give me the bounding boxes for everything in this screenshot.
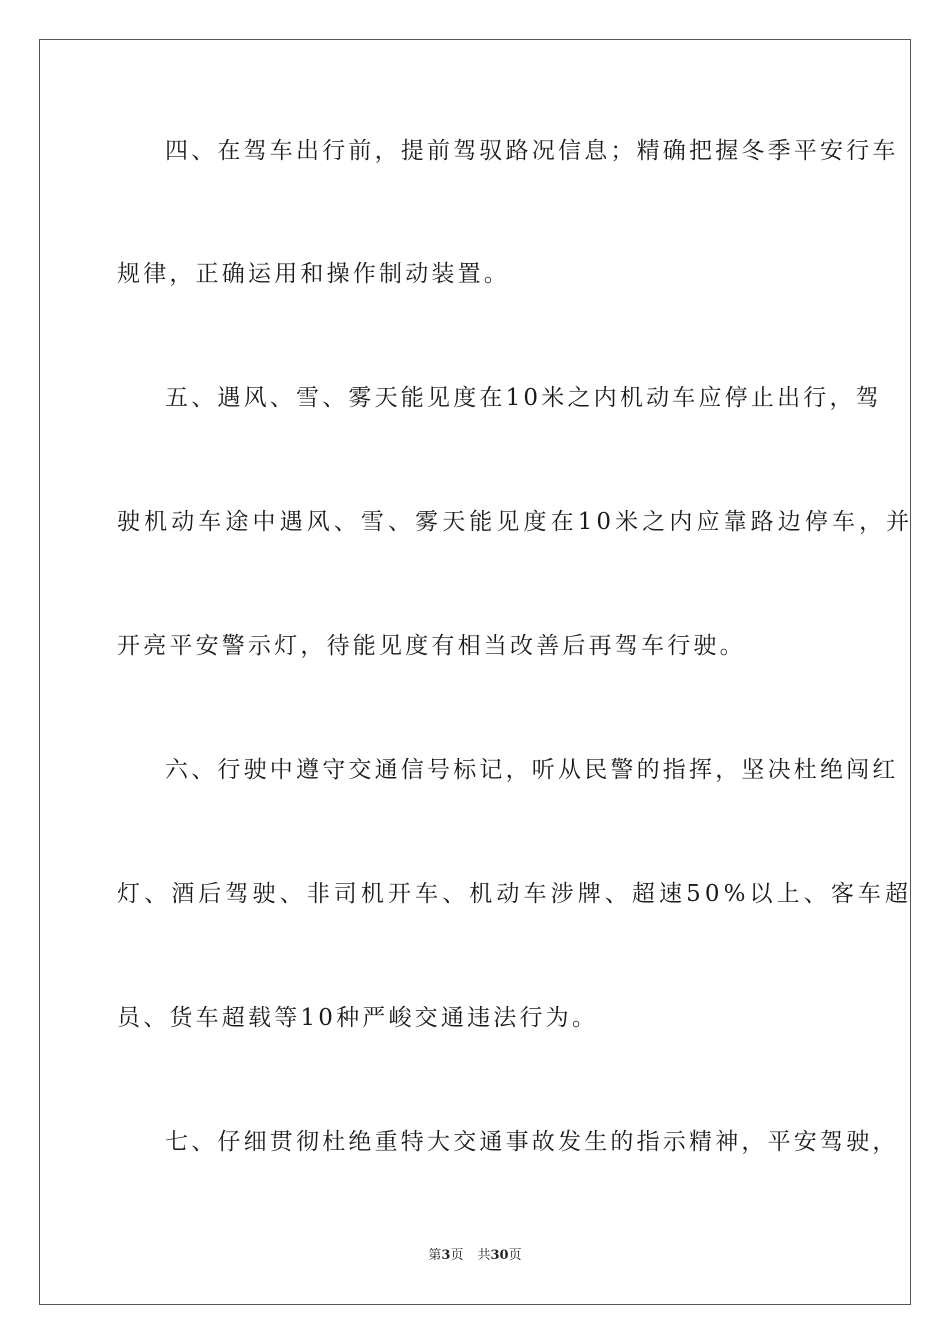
paragraph-5-line-2: 驶机动车途中遇风、雪、雾天能见度在10米之内应靠路边停车，并	[117, 509, 914, 535]
footer-page-prefix: 第	[428, 1248, 442, 1263]
footer-total-suffix: 页	[508, 1248, 522, 1263]
paragraph-7-line-1: 七、仔细贯彻杜绝重特大交通事故发生的指示精神，平安驾驶，	[165, 1129, 899, 1155]
paragraph-5-line-3: 开亮平安警示灯，待能见度有相当改善后再驾车行驶。	[117, 633, 746, 659]
footer-page-suffix: 页	[450, 1248, 464, 1263]
paragraph-4-line-2: 规律，正确运用和操作制动装置。	[117, 261, 510, 287]
paragraph-6-line-1: 六、行驶中遵守交通信号标记，听从民警的指挥，坚决杜绝闯红	[165, 757, 899, 783]
paragraph-4-line-1: 四、在驾车出行前，提前驾驭路况信息；精确把握冬季平安行车	[165, 138, 899, 164]
page-border	[39, 39, 914, 1305]
page-footer	[0, 1247, 950, 1265]
footer-total-prefix: 共	[477, 1248, 491, 1263]
paragraph-5-line-1: 五、遇风、雪、雾天能见度在10米之内机动车应停止出行，驾	[165, 385, 882, 411]
paragraph-6-line-3: 员、货车超载等10种严峻交通违法行为。	[117, 1005, 599, 1031]
footer-page-number: 3	[441, 1248, 451, 1263]
footer-total-pages: 30	[490, 1248, 509, 1263]
paragraph-6-line-2: 灯、酒后驾驶、非司机开车、机动车涉牌、超速50%以上、客车超	[117, 881, 913, 907]
